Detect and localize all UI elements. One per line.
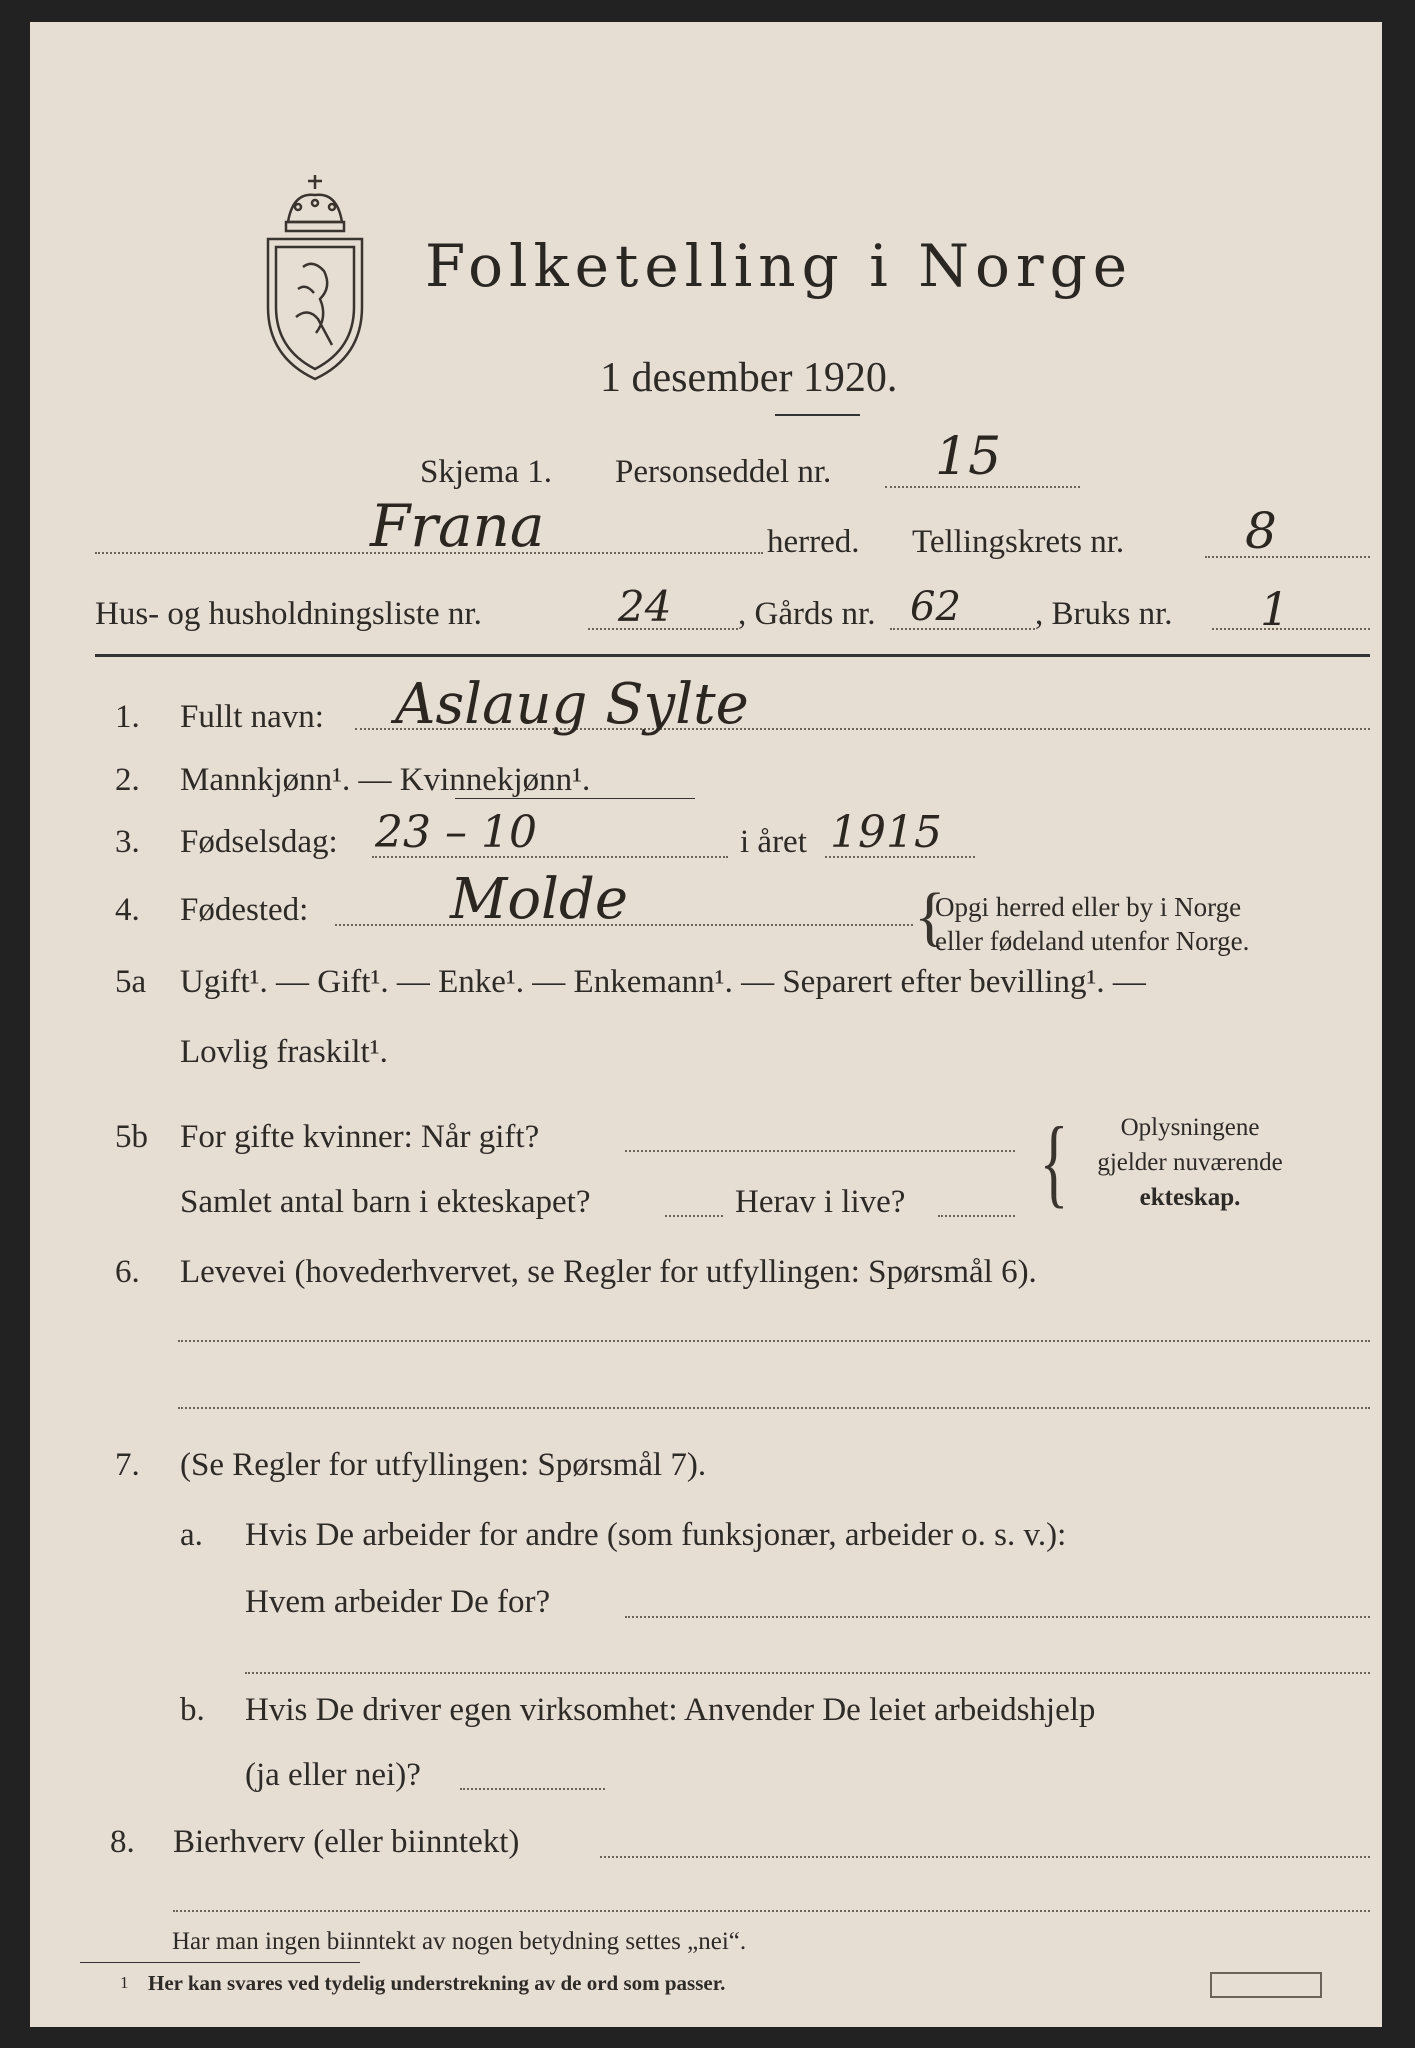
personseddel-label: Personseddel nr. (615, 454, 832, 490)
married-when-field[interactable] (625, 1150, 1015, 1152)
hired-help-label: (ja eller nei)? (245, 1757, 421, 1793)
marriage-note-3: ekteskap. (1139, 1184, 1241, 1211)
bruks-value: 1 (1260, 582, 1290, 636)
marriage-note-2: gjelder nuværende (1097, 1149, 1283, 1176)
marital-options-1: Ugift¹. — Gift¹. — Enke¹. — Enkemann¹. — Separert efter bevilling¹. — (180, 964, 1146, 1000)
header-divider (95, 654, 1370, 657)
employer-field-2[interactable] (245, 1672, 1370, 1674)
q5b-number: 5b (115, 1119, 148, 1155)
q3-number: 3. (115, 824, 140, 860)
hus-value: 24 (618, 582, 672, 631)
footnote-text: Her kan svares ved tydelig understrekning av de ord som passer. (148, 1971, 726, 1995)
coat-of-arms-icon (258, 167, 373, 387)
side-income-label: Bierhverv (eller biinntekt) (173, 1824, 520, 1860)
birthplace-note-2: eller fødeland utenfor Norge. (935, 926, 1250, 956)
census-form (30, 22, 1382, 2027)
side-income-field[interactable] (600, 1856, 1370, 1858)
alive-field[interactable] (938, 1215, 1015, 1217)
q7-label: (Se Regler for utfyllingen: Spørsmål 7). (180, 1447, 707, 1483)
q2-number: 2. (115, 762, 140, 798)
occupation-label: Levevei (hovederhvervet, se Regler for utfyllingen: Spørsmål 6). (180, 1254, 1037, 1290)
full-name-value: Aslaug Sylte (395, 672, 749, 737)
tellingskrets-label: Tellingskrets nr. (912, 524, 1125, 560)
gender-options: Mannkjønn¹. — Kvinnekjønn¹. (180, 762, 591, 798)
q4-label: Fødested: (180, 892, 309, 928)
side-income-field-2[interactable] (173, 1910, 1370, 1912)
married-when-label: For gifte kvinner: Når gift? (180, 1119, 540, 1155)
q5b-brace: { (1039, 1106, 1069, 1217)
birthdate-value: 23 – 10 (375, 807, 537, 858)
herred-label: herred. (767, 524, 860, 560)
occupation-field-2[interactable] (178, 1407, 1370, 1409)
title-divider (775, 414, 860, 416)
q3-label: Fødselsdag: (180, 824, 338, 860)
q7b-question: Hvis De driver egen virksomhet: Anvender De leiet arbeidshjelp (245, 1692, 1096, 1728)
q6-number: 6. (115, 1254, 140, 1290)
employer-label: Hvem arbeider De for? (245, 1584, 551, 1620)
footnote-number: 1 (120, 1973, 129, 1992)
q7a-question: Hvis De arbeider for andre (som funksjonær, arbeider o. s. v.): (245, 1517, 1067, 1553)
bruks-field[interactable] (1212, 628, 1370, 630)
birthplace-value: Molde (450, 867, 628, 932)
q8-number: 8. (110, 1824, 135, 1860)
herred-value: Frana (370, 492, 545, 560)
q4-number: 4. (115, 892, 140, 928)
form-date: 1 desember 1920. (600, 355, 898, 401)
gender-underline (455, 798, 695, 799)
q1-label: Fullt navn: (180, 699, 324, 735)
gards-label: , Gårds nr. (738, 596, 876, 632)
birthplace-note-1: Opgi herred eller by i Norge (935, 892, 1242, 922)
q7-number: 7. (115, 1447, 140, 1483)
skjema-label: Skjema 1. (420, 454, 552, 490)
birth-year-value: 1915 (830, 807, 942, 858)
form-title: Folketelling i Norge (425, 232, 1134, 300)
occupation-field-1[interactable] (178, 1340, 1370, 1342)
q5a-number: 5a (115, 964, 147, 1000)
q7a-letter: a. (180, 1517, 203, 1553)
children-label: Samlet antal barn i ekteskapet? (180, 1184, 591, 1220)
printer-stamp (1210, 1972, 1322, 1998)
children-field[interactable] (665, 1215, 723, 1217)
gards-value: 62 (910, 584, 961, 630)
hired-help-field[interactable] (460, 1788, 605, 1790)
q1-number: 1. (115, 699, 140, 735)
bruks-label: , Bruks nr. (1035, 596, 1173, 632)
footnote-rule (80, 1962, 360, 1963)
income-note: Har man ingen biinntekt av nogen betydning settes „nei“. (172, 1928, 747, 1955)
personseddel-value: 15 (935, 427, 1002, 487)
alive-label: Herav i live? (735, 1184, 906, 1220)
q7b-letter: b. (180, 1692, 205, 1728)
employer-field[interactable] (625, 1616, 1370, 1618)
year-label: i året (740, 824, 807, 860)
marriage-note-1: Oplysningene (1120, 1114, 1260, 1141)
tellingskrets-field[interactable] (1205, 556, 1370, 558)
marital-options-2: Lovlig fraskilt¹. (180, 1034, 388, 1070)
q4-brace: { (914, 880, 946, 953)
hus-label: Hus- og husholdningsliste nr. (95, 596, 482, 632)
tellingskrets-value: 8 (1245, 502, 1277, 560)
